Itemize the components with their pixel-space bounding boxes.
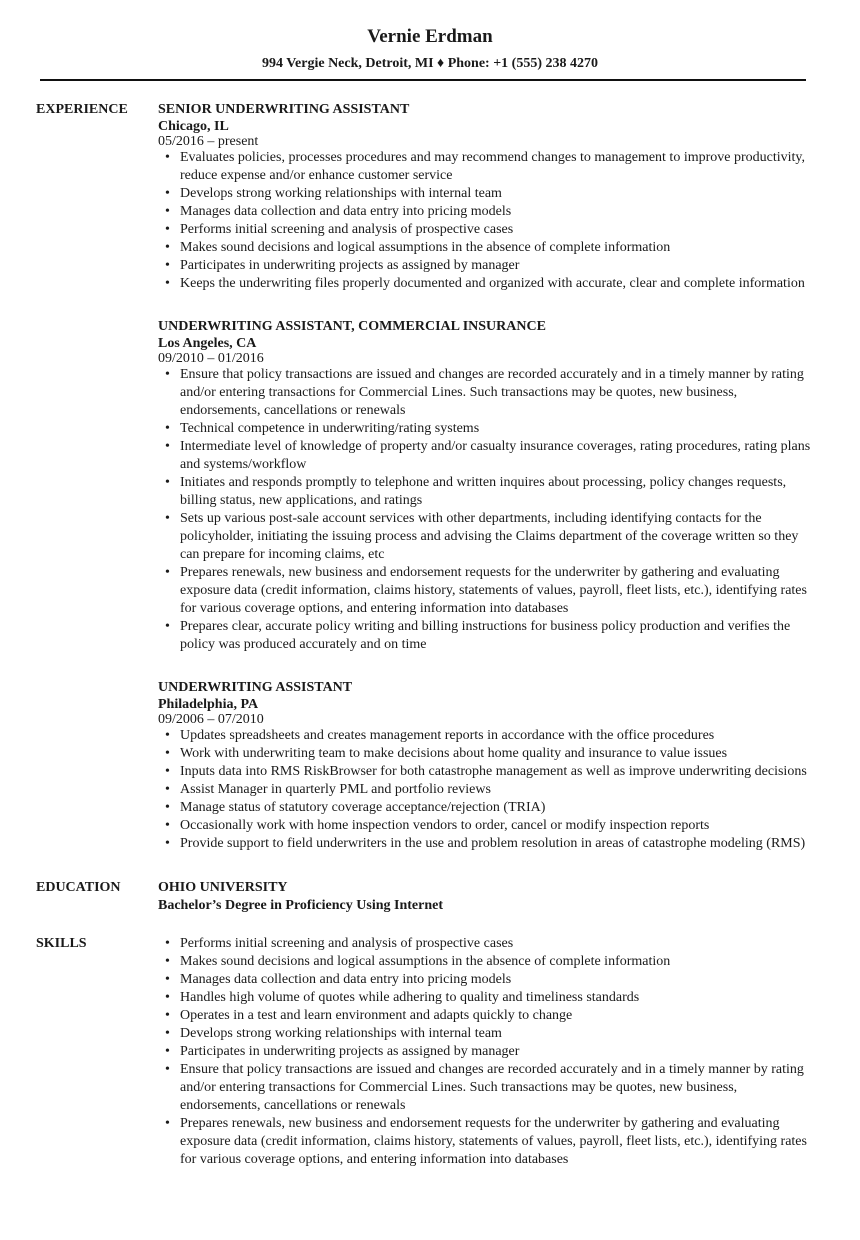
bullet-item: • Updates spreadsheets and creates management reports in accordance with the office procedures: [180, 727, 814, 745]
education-section: [0, 879, 860, 915]
degree: Bachelor’s Degree in Proficiency Using Internet: [158, 898, 443, 913]
bullet-item: • Develops strong working relationships with internal team: [180, 185, 814, 203]
bullet-item: • Manage status of statutory coverage acceptance/rejection (TRIA): [180, 799, 814, 817]
skill-item: • Handles high volume of quotes while adhering to quality and timeliness standards: [180, 989, 814, 1007]
contact-line: 994 Vergie Neck, Detroit, MI ♦ Phone: +1 (555) 238 4270: [261, 56, 599, 71]
skill-item: • Ensure that policy transactions are issued and changes are recorded accurately and in a timely manner by rating and/or entering transactions for Commercial Lines. Such transactions may be quotes, new business, endorsements, cancellations or renewals: [180, 1061, 814, 1115]
job-dates: 09/2010 – 01/2016: [158, 351, 264, 366]
skill-item: • Participates in underwriting projects as assigned by manager: [180, 1043, 814, 1061]
bullet-item: • Prepares clear, accurate policy writing and billing instructions for business policy production and verifies the policy was produced accurately and on time: [180, 618, 814, 654]
job-entry: [158, 101, 814, 293]
bullet-item: • Work with underwriting team to make decisions about home quality and insurance to value issues: [180, 745, 814, 763]
job-entry: [158, 679, 814, 853]
skill-item: • Performs initial screening and analysis of prospective cases: [180, 935, 814, 953]
bullet-item: • Inputs data into RMS RiskBrowser for both catastrophe management as well as improve underwriting decisions: [180, 763, 814, 781]
job-dates: 09/2006 – 07/2010: [158, 712, 264, 727]
bullet-item: • Evaluates policies, processes procedures and may recommend changes to management to improve productivity, reduce expense and/or enhance customer service: [180, 149, 814, 185]
bullet-item: • Occasionally work with home inspection vendors to order, cancel or modify inspection reports: [180, 817, 814, 835]
job-title: UNDERWRITING ASSISTANT: [158, 680, 353, 695]
education-label: EDUCATION: [36, 880, 121, 895]
job-title: SENIOR UNDERWRITING ASSISTANT: [158, 102, 410, 117]
skill-item: • Makes sound decisions and logical assumptions in the absence of complete information: [180, 953, 814, 971]
job-title: UNDERWRITING ASSISTANT, COMMERCIAL INSURANCE: [158, 319, 546, 334]
skill-item: • Manages data collection and data entry into pricing models: [180, 971, 814, 989]
skills-section: [0, 935, 860, 1169]
bullet-item: • Technical competence in underwriting/rating systems: [180, 420, 814, 438]
job-bullets: [158, 366, 814, 654]
skills-list: [158, 935, 814, 1169]
header-divider: [40, 79, 806, 81]
bullet-item: • Keeps the underwriting files properly documented and organized with accurate, clear and complete information: [180, 275, 814, 293]
bullet-item: • Sets up various post-sale account services with other departments, including identifying contacts for the policyholder, initiating the issuing process and advising the Claims department of the coverage written so they can prepare for incoming claims, etc: [180, 510, 814, 564]
bullet-item: • Ensure that policy transactions are issued and changes are recorded accurately and in a timely manner by rating and/or entering transactions for Commercial Lines. Such transactions may be quotes, new business, endorsements, cancellations or renewals: [180, 366, 814, 420]
bullet-item: • Makes sound decisions and logical assumptions in the absence of complete information: [180, 239, 814, 257]
school-name: OHIO UNIVERSITY: [158, 880, 288, 895]
job-dates: 05/2016 – present: [158, 134, 259, 149]
bullet-item: • Provide support to field underwriters in the use and problem resolution in areas of catastrophe modeling (RMS): [180, 835, 814, 853]
skill-item: • Develops strong working relationships with internal team: [180, 1025, 814, 1043]
bullet-item: • Intermediate level of knowledge of property and/or casualty insurance coverages, rating procedures, rating plans and systems/workflow: [180, 438, 814, 474]
skill-item: • Prepares renewals, new business and endorsement requests for the underwriter by gathering and evaluating exposure data (credit information, claims history, statements of values, payroll, fleet lists, etc.), identifying rates for various coverage options, and entering information into databases: [180, 1115, 814, 1169]
skill-item: • Operates in a test and learn environment and adapts quickly to change: [180, 1007, 814, 1025]
job-location: Chicago, IL: [158, 119, 229, 134]
bullet-item: • Participates in underwriting projects as assigned by manager: [180, 257, 814, 275]
bullet-item: • Manages data collection and data entry into pricing models: [180, 203, 814, 221]
job-location: Los Angeles, CA: [158, 336, 257, 351]
bullet-item: • Performs initial screening and analysis of prospective cases: [180, 221, 814, 239]
experience-section: [0, 101, 860, 853]
job-bullets: [158, 149, 814, 293]
bullet-item: • Assist Manager in quarterly PML and portfolio reviews: [180, 781, 814, 799]
job-entry: [158, 318, 814, 654]
candidate-name: Vernie Erdman: [367, 26, 493, 47]
skills-label: SKILLS: [36, 936, 87, 951]
job-location: Philadelphia, PA: [158, 697, 259, 712]
experience-label: EXPERIENCE: [36, 102, 128, 117]
resume-header: [0, 0, 860, 81]
job-bullets: [158, 727, 814, 853]
bullet-item: • Initiates and responds promptly to telephone and written inquires about processing, policy changes requests, billing status, new applications, and ratings: [180, 474, 814, 510]
bullet-item: • Prepares renewals, new business and endorsement requests for the underwriter by gathering and evaluating exposure data (credit information, claims history, statements of values, payroll, fleet lists, etc.), identifying rates for various coverage options, and entering information into databases: [180, 564, 814, 618]
